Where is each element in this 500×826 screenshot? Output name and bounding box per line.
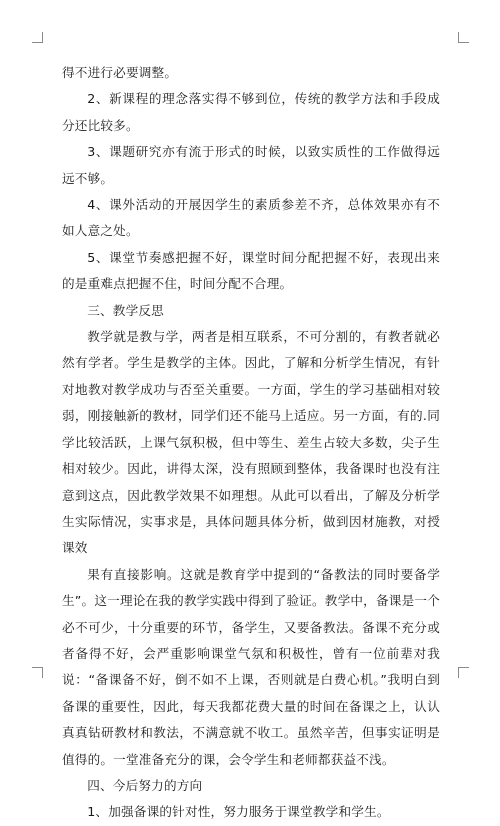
- list-item-future-1: 1、加强备课的针对性，努力服务于课堂教学和学生。: [87, 804, 390, 820]
- paragraph-reflection-1: 教学就是教与学，两者是相互联系，不可分割的，有教者就必然有学者。学生是教学的主体。因此，了解和分析学生情况，有针对地教对教学成功与否至关重要。一方面，学生的学习基础相对较弱，刚接触新的教材，同学们还不能马上适应。另一方面，有的.同学比较活跃，上课气氛积极，但中等生、差生占较大多数，尖子生相对较少。因此，讲得太深，没有照顾到整体，我备课时也没有注意到这点，因此教学效果不如理想。从此可以看出，了解及分析学生实际情况，实事求是，具体问题具体分析，做到因材施教，对授课效: [62, 329, 440, 556]
- list-item-4: 4、课外活动的开展因学生的素质参差不齐，总体效果亦有不如人意之处。: [62, 197, 440, 239]
- crop-mark-bottom-right: [458, 667, 469, 678]
- document-body: [62, 60, 440, 826]
- list-item-5: 5、课堂节奏感把握不好，课堂时间分配把握不好，表现出来的是重难点把握不住，时间分配不合理。: [62, 249, 440, 292]
- paragraph-reflection-2: 果有直接影响。这就是教育学中提到的“备教法的同时要备学生”。这一理论在我的教学实践中得到了验证。教学中，备课是一个必不可少，十分重要的环节，备学生，又要备教法。备课不充分或者备得不好，会严重影响课堂气氛和积极性，曾有一位前辈对我说：“备课备不好，倒不如不上课，否则就是白费心机。”我明白到备课的重要性，因此，每天我都花费大量的时间在备课之上，认认真真钻研教材和教法，不满意就不收工。虽然辛苦，但事实证明是值得的。一堂准备充分的课，会令学生和老师都获益不浅。: [62, 566, 440, 767]
- list-item-3: 3、课题研究亦有流于形式的时候，以致实质性的工作做得远远不够。: [62, 144, 440, 186]
- section-heading-future: 四、今后努力的方向: [87, 777, 203, 793]
- crop-mark-top-left: [32, 32, 43, 43]
- crop-mark-bottom-left: [32, 667, 43, 678]
- section-heading-reflection: 三、教学反思: [87, 302, 164, 318]
- crop-mark-top-right: [458, 32, 469, 43]
- paragraph-continuation: 得不进行必要调整。: [62, 65, 178, 80]
- list-item-2: 2、新课程的理念落实得不够到位，传统的教学方法和手段成分还比较多。: [62, 91, 440, 133]
